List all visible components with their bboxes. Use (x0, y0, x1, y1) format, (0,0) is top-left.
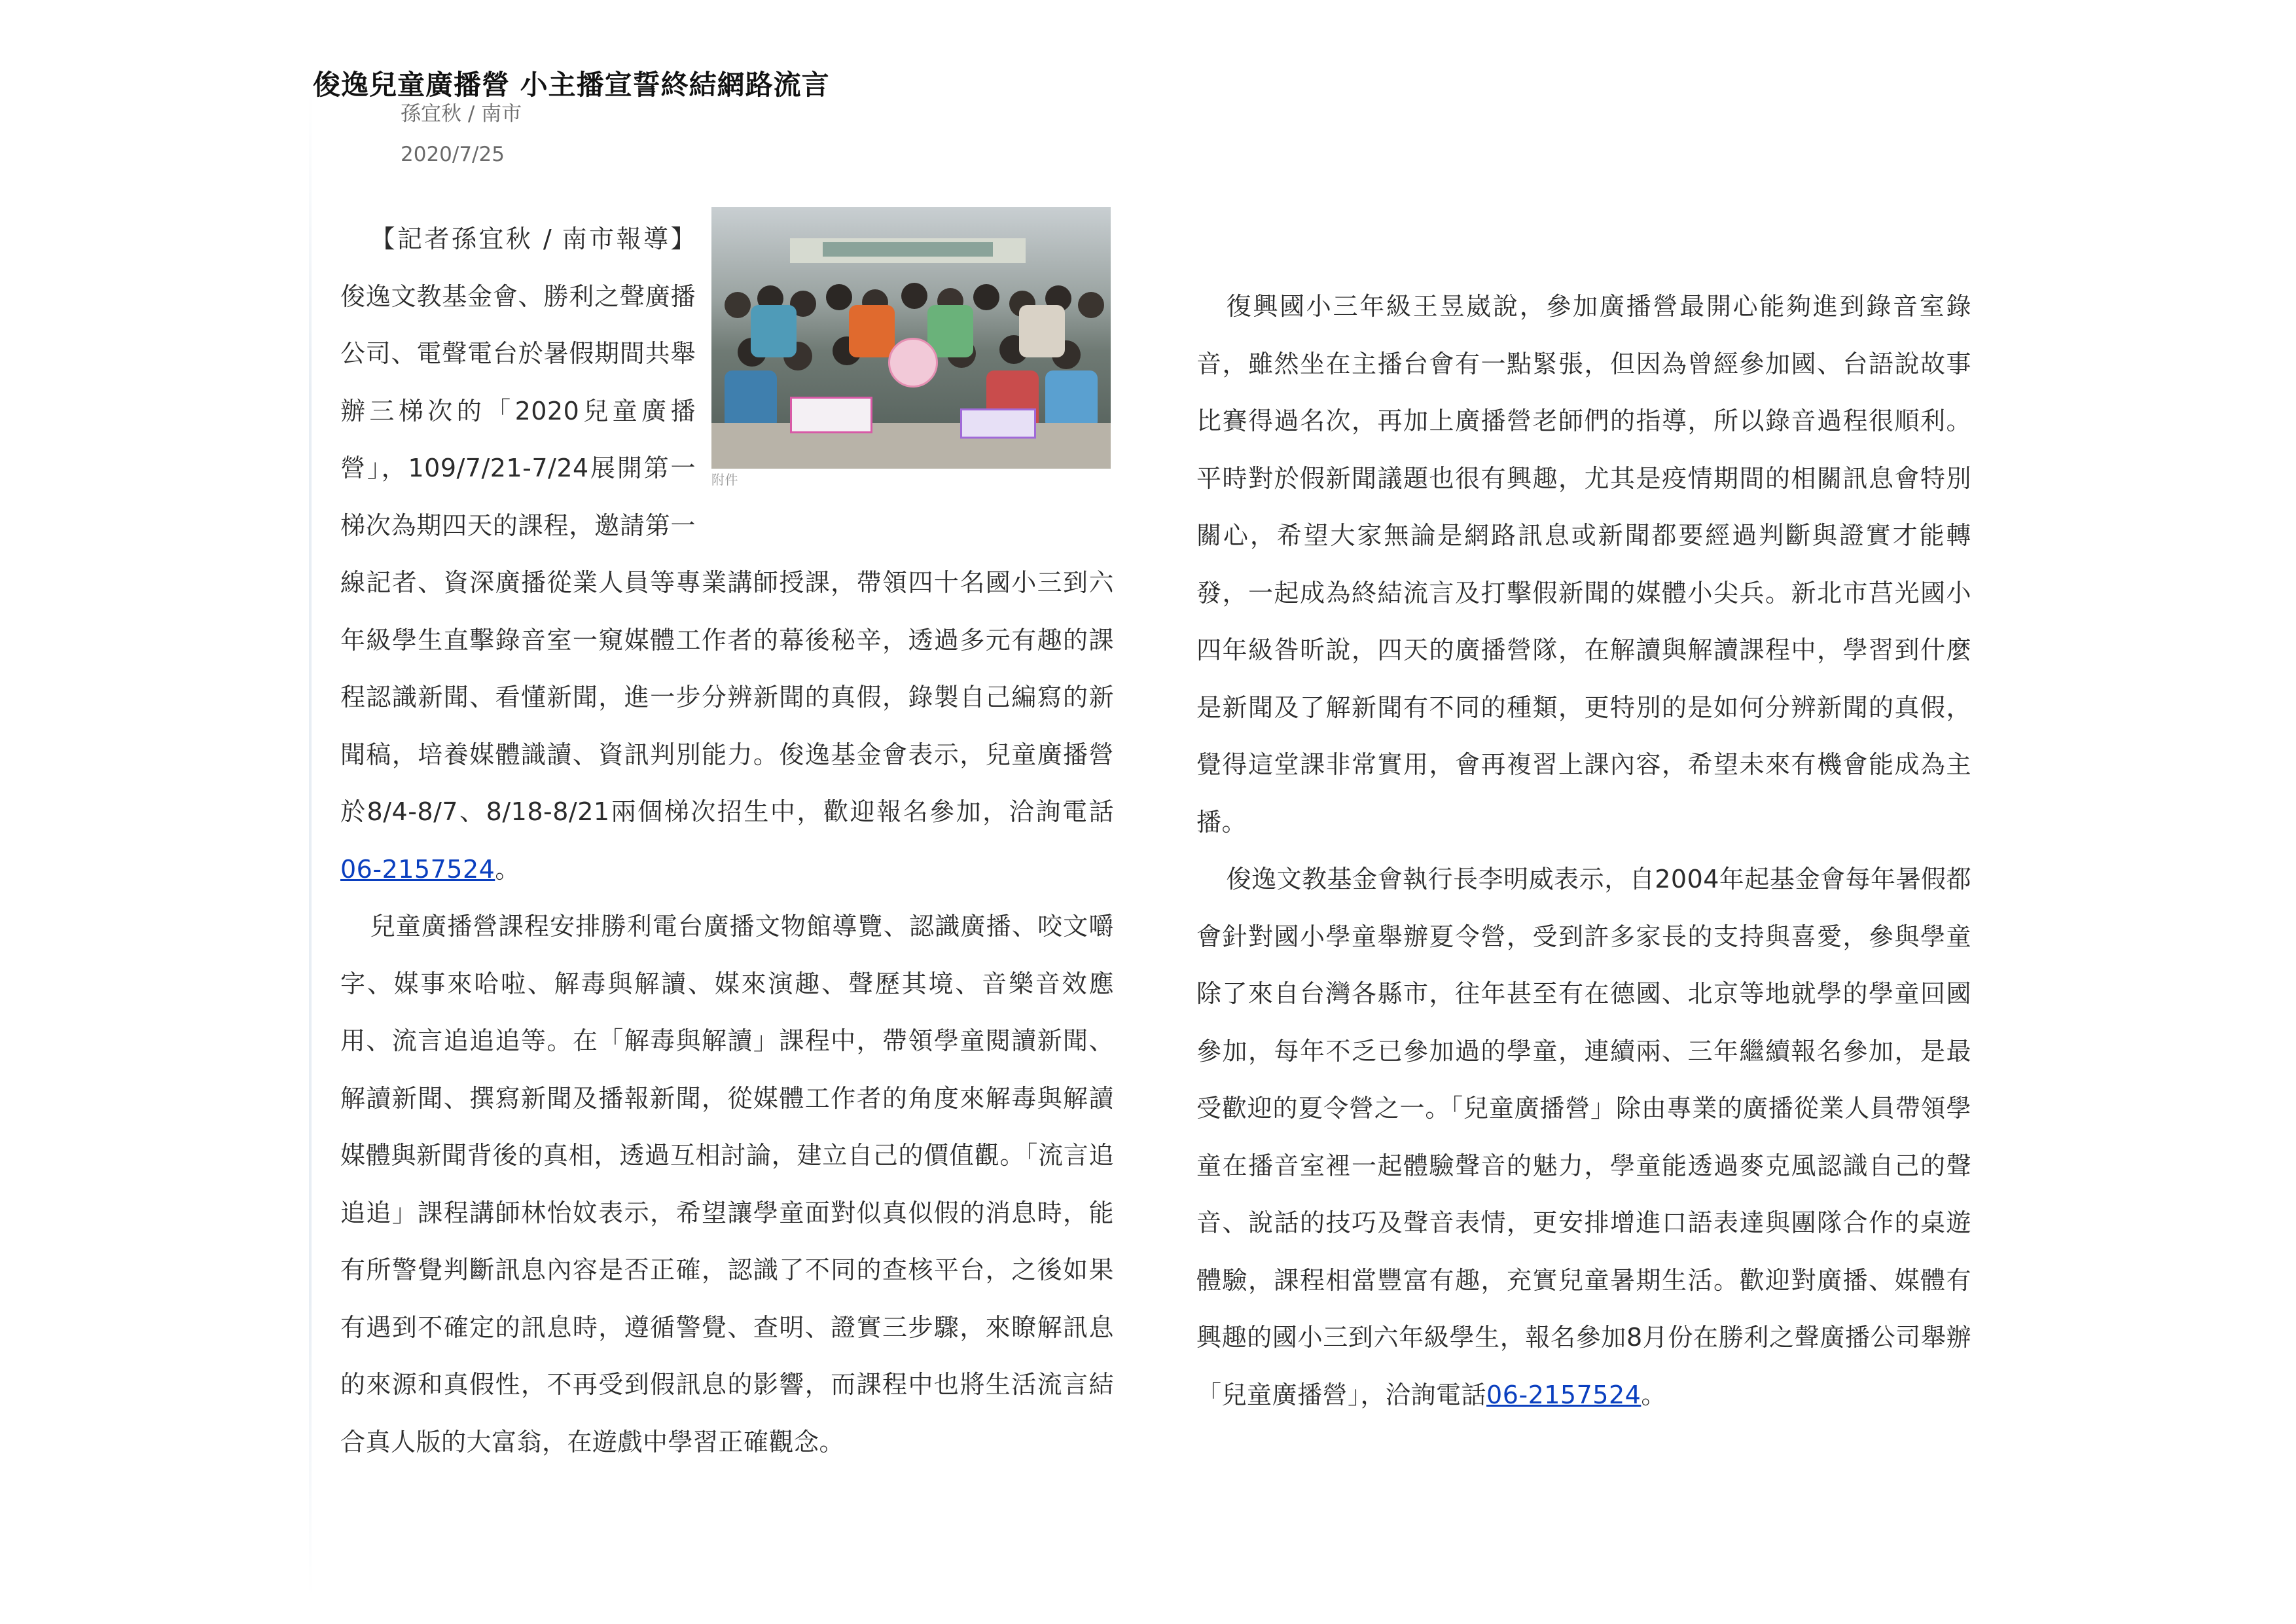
left-column (340, 211, 1114, 1471)
purple-sign (960, 408, 1036, 439)
article-headline: 俊逸兒童廣播營 小主播宣誓終結網路流言 (313, 69, 830, 101)
article-date: 2020/7/25 (401, 143, 505, 166)
right-column (1196, 278, 1971, 1424)
article-photo (711, 207, 1114, 492)
paragraph-4-text: 俊逸文教基金會執行長李明威表示，自2004年起基金會每年暑假都會針對國小學童舉辦夏令營，受到許多家長的支持與喜愛，參與學童除了來自台灣各縣市，往年甚至有在德國、北京等地就學的學童回國參加，每年不乏已參加過的學童，連續兩、三年繼續報名參加，是最受歡迎的夏令營之一。「兒童廣播營」除由專業的廣播從業人員帶領學童在播音室裡一起體驗聲音的魅力，學童能透過麥克風認識自己的聲音、說話的技巧及聲音表情，更安排增進口語表達與團隊合作的桌遊體驗，課程相當豐富有趣，充實兒童暑期生活。歡迎對廣播、媒體有興趣的國小三到六年級學生，報名參加8月份在勝利之聲廣播公司舉辦「兒童廣播營」，洽詢電話 (1196, 865, 1971, 1409)
phone-link-1[interactable]: 06-2157524 (340, 854, 495, 884)
paragraph-2: 兒童廣播營課程安排勝利電台廣播文物館導覽、認識廣播、咬文嚼字、媒事來哈啦、解毒與解讀、媒來演趣、聲歷其境、音樂音效應用、流言追追追等。在「解毒與解讀」課程中，帶領學童閱讀新聞、解讀新聞、撰寫新聞及播報新聞，從媒體工作者的角度來解毒與解讀媒體與新聞背後的真相，透過互相討論，建立自己的價值觀。「流言追追追」課程講師林怡妏表示，希望讓學童面對似真似假的消息時，能有所警覺判斷訊息內容是否正確，認識了不同的查核平台，之後如果有遇到不確定的訊息時，遵循警覺、查明、證實三步驟，來瞭解訊息的來源和真假性，不再受到假訊息的影響，而課程中也將生活流言結合真人版的大富翁，在遊戲中學習正確觀念。 (340, 912, 1114, 1456)
pink-sign (790, 397, 872, 433)
paragraph-1-text: 【記者孫宜秋 / 南市報導】俊逸文教基金會、勝利之聲廣播公司、電聲電台於暑假期間共舉辦三梯次的「2020兒童廣播營」，109/7/21-7/24展開第一梯次為期四天的課程，邀請第一線記者、資深廣播從業人員等專業講師授課，帶領四十名國小三到六年級學生直擊錄音室一窺媒體工作者的幕後秘辛，透過多元有趣的課程認識新聞、看懂新聞，進一步分辨新聞的真假，錄製自己編寫的新聞稿，培養媒體識讀、資訊判別能力。俊逸基金會表示，兒童廣播營於8/4-8/7、8/18-8/21兩個梯次招生中，歡迎報名參加，洽詢電話 (340, 225, 1114, 826)
paragraph-4-end: 。 (1641, 1380, 1666, 1409)
phone-link-2[interactable]: 06-2157524 (1486, 1380, 1641, 1409)
group-photo-image (711, 207, 1111, 469)
margin-rule (309, 92, 312, 1597)
paragraph-4 (1196, 851, 1971, 1424)
paragraph-1-end: 。 (495, 854, 520, 884)
article-byline: 孫宜秋 / 南市 (401, 102, 522, 126)
mascot-figure (888, 338, 938, 388)
paragraph-3: 復興國小三年級王昱崴說，參加廣播營最開心能夠進到錄音室錄音，雖然坐在主播台會有一點緊張，但因為曾經參加國、台語說故事比賽得過名次，再加上廣播營老師們的指導，所以錄音過程很順利。平時對於假新聞議題也很有興趣，尤其是疫情期間的相關訊息會特別關心，希望大家無論是網路訊息或新聞都要經過判斷與證實才能轉發，一起成為終結流言及打擊假新聞的媒體小尖兵。新北市莒光國小四年級昝昕說，四天的廣播營隊，在解讀與解讀課程中，學習到什麼是新聞及了解新聞有不同的種類，更特別的是如何分辨新聞的真假，覺得這堂課非常實用，會再複習上課內容，希望未來有機會能成為主播。 (1196, 292, 1971, 837)
photo-caption: 附件 (711, 472, 738, 488)
